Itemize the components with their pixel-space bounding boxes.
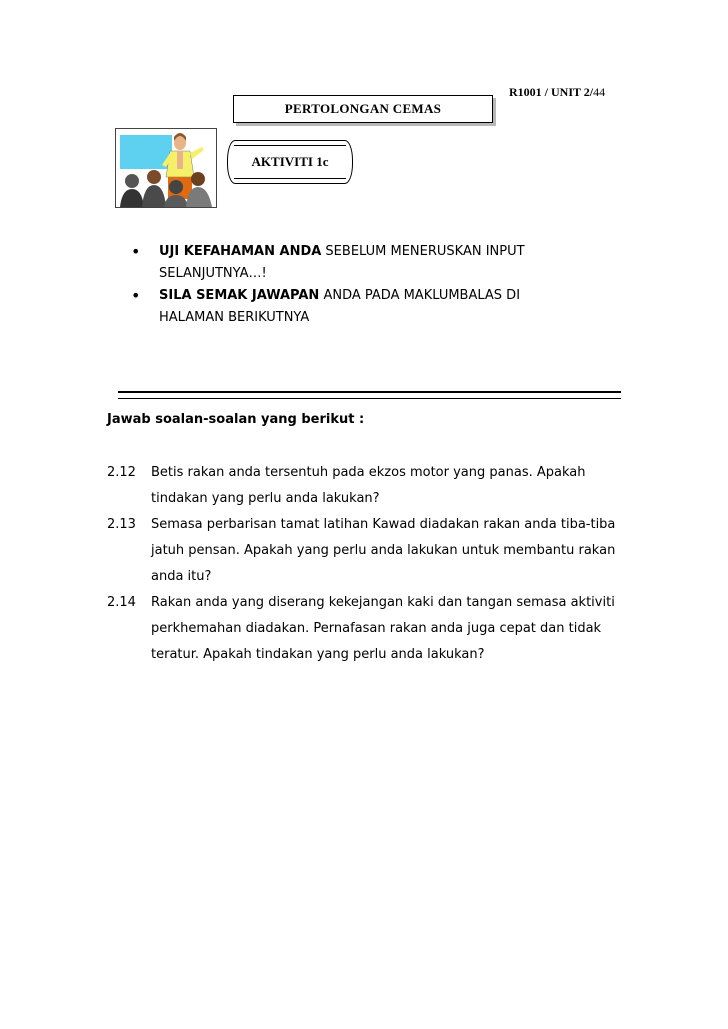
section-divider (118, 391, 621, 399)
bullet-icon: • (131, 242, 141, 261)
question-text: Rakan anda yang diserang kekejangan kaki dan tangan semasa aktiviti perkhemahan diadakan. Pernafasan rakan anda juga cepat dan tidak teratur. Apakah tindakan yang perlu anda lakukan? (151, 595, 615, 662)
instruction-heading: Jawab soalan-soalan yang berikut : (107, 412, 365, 427)
bullet-icon: • (131, 286, 141, 305)
notice-emphasis: SILA SEMAK JAWAPAN (159, 288, 320, 303)
activity-label-box (227, 140, 353, 184)
page-reference (509, 85, 605, 100)
notice-rest: ANDA PADA MAKLUMBALAS DI HALAMAN BERIKUTNYA (159, 288, 521, 325)
notice-item (131, 241, 551, 285)
page-title-box (233, 95, 493, 123)
page-title: PERTOLONGAN CEMAS (284, 101, 442, 116)
teacher-and-students-image (116, 129, 216, 207)
question-text: Semasa perbarisan tamat latihan Kawad diadakan rakan anda tiba-tiba jatuh pensan. Apakah yang perlu anda lakukan untuk membantu rakan anda itu? (151, 517, 616, 584)
question-number: 2.14 (107, 595, 136, 610)
page-number: 44 (593, 85, 606, 99)
question-number: 2.13 (107, 517, 136, 532)
notice-text (159, 241, 551, 285)
notice-item (131, 285, 551, 329)
activity-label: AKTIVITI 1c (251, 154, 329, 169)
classroom-illustration (115, 128, 217, 208)
notice-rest: SEBELUM MENERUSKAN INPUT SELANJUTNYA…! (159, 244, 525, 281)
notice-emphasis: UJI KEFAHAMAN ANDA (159, 244, 322, 259)
question-text: Betis rakan anda tersentuh pada ekzos motor yang panas. Apakah tindakan yang perlu anda lakukan? (151, 465, 586, 506)
notice-text (159, 285, 551, 329)
question-number: 2.12 (107, 465, 136, 480)
unit-reference: R1001 / UNIT 2/ (509, 85, 594, 99)
